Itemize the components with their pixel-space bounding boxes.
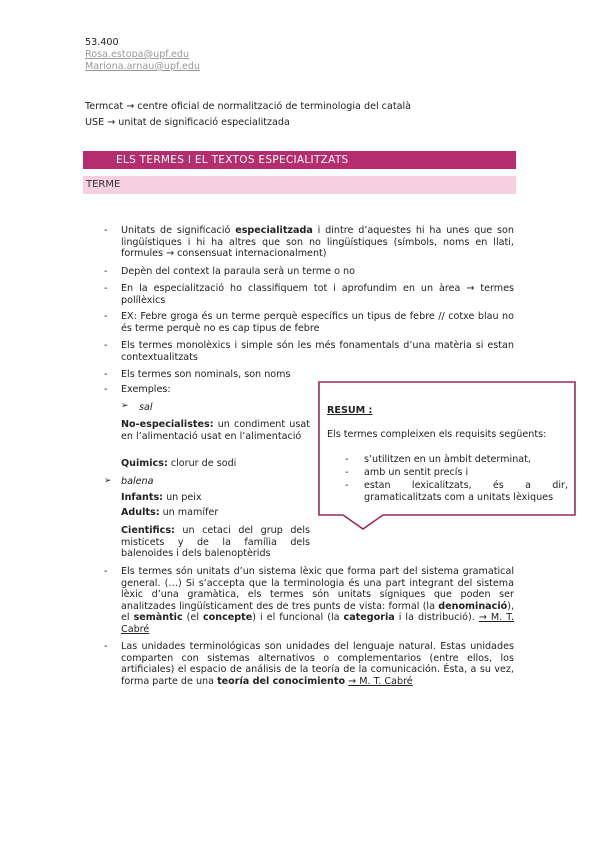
resum-intro: Els termes compleixen els requisits següents: (327, 429, 547, 440)
example-adults: Adults: un mamífer (121, 507, 219, 518)
document-code: 53.400 (85, 37, 119, 48)
resum-item-1: s’utilitzen en un àmbit determinat, (364, 454, 531, 465)
termcat-definition: Termcat → centre oficial de normalització de terminologia del català (85, 101, 412, 112)
use-definition: USE → unitat de significació especialitzada (85, 117, 290, 128)
section-title: ELS TERMES I EL TEXTOS ESPECIALITZATS (116, 154, 349, 166)
bullet-dash: - (104, 225, 108, 236)
bullet-dash: - (345, 467, 349, 478)
bullet-text-4: EX: Febre groga és un terme perquè específics un tipus de febre // cotxe blau no és terme perquè no es cap tipus de febre (121, 311, 514, 334)
example-term-balena: balena (121, 476, 154, 487)
subsection-banner (83, 176, 516, 194)
example-term-sal: sal (139, 402, 153, 413)
resum-item-3: estan lexicalitzats, és a dir, gramaticalitzats com a unitats lèxiques (364, 480, 568, 503)
bullet-text-5: Els termes monolèxics i simple són les més fonamentals d’una matèria si estan contextualitzats (121, 340, 514, 363)
bullet-text-1: Unitats de significació especialitzada i dintre d’aquestes hi ha unes que son lingüístiques i hi ha altres que son no lingüístiques (símbols, noms en llati, formules → consensuat internacionalment) (121, 225, 514, 259)
resum-item-2: amb un sentit precís i (364, 467, 469, 478)
resum-title: RESUM : (327, 405, 373, 416)
bullet-dash: - (104, 266, 108, 277)
bullet-text-2: Depèn del context la paraula serà un terme o no (121, 266, 355, 277)
bullet-dash: - (104, 566, 108, 577)
bullet-dash: - (345, 454, 349, 465)
resum-callout (318, 381, 576, 519)
citation-cabre-1: → M. T. Cabré (121, 612, 514, 635)
bullet-text-9: Las unidades terminológicas son unidades del lenguaje natural. Estas unidades comparten con sistemas alternativos o complementarios (entre ellos, los artificiales) el espacio de análisis de la teoría de la comunicación. Ésta, a su vez, forma parte de una teoría del conocimiento → M. T. Cabré (121, 641, 514, 687)
subsection-title: TERME (86, 179, 121, 190)
arrow-bullet-icon: ➢ (104, 476, 112, 486)
bullet-dash: - (104, 340, 108, 351)
bullet-dash: - (104, 641, 108, 652)
example-quimics: Quimics: clorur de sodi (121, 458, 237, 469)
email-link-mariona[interactable]: Mariona.arnau@upf.edu (85, 61, 200, 72)
bullet-text-6: Els termes son nominals, son noms (121, 369, 291, 380)
example-infants: Infants: un peix (121, 492, 202, 503)
example-noesp: No-especialistes: un condiment usat en l’alimentació usat en l’alimentació (121, 419, 310, 442)
bullet-text-8: Els termes són unitats d’un sistema lèxic que forma part del sistema gramatical general. (…) Si s’accepta que la terminologia és una part integrant del sistema lèxic d’una gramàtica, els termes són unitats sígniques que poden ser analitzades lingüísticament des de tres punts de vista: formal (la denominació), el semàntic (el concepte) i el funcional (la categoria i la distribució). → M. T. Cabré (121, 566, 514, 635)
bullet-dash: - (104, 283, 108, 294)
email-link-rosa[interactable]: Rosa.estopa@upf.edu (85, 49, 190, 60)
arrow-bullet-icon: ➢ (121, 401, 129, 411)
bullet-dash: - (104, 384, 108, 395)
bullet-text-7: Exemples: (121, 384, 171, 395)
bullet-dash: - (345, 480, 349, 491)
bullet-dash: - (104, 369, 108, 380)
citation-cabre-2: → M. T. Cabré (348, 675, 413, 687)
bullet-dash: - (104, 311, 108, 322)
section-banner (83, 151, 516, 169)
example-cientifics: Cientifics: un cetaci del grup dels misticets y de la família dels balenoides i dels balenoptèrids (121, 525, 310, 559)
bullet-text-3: En la especialització ho classifiquem tot i aprofundim en un àrea → termes polílèxics (121, 283, 514, 306)
